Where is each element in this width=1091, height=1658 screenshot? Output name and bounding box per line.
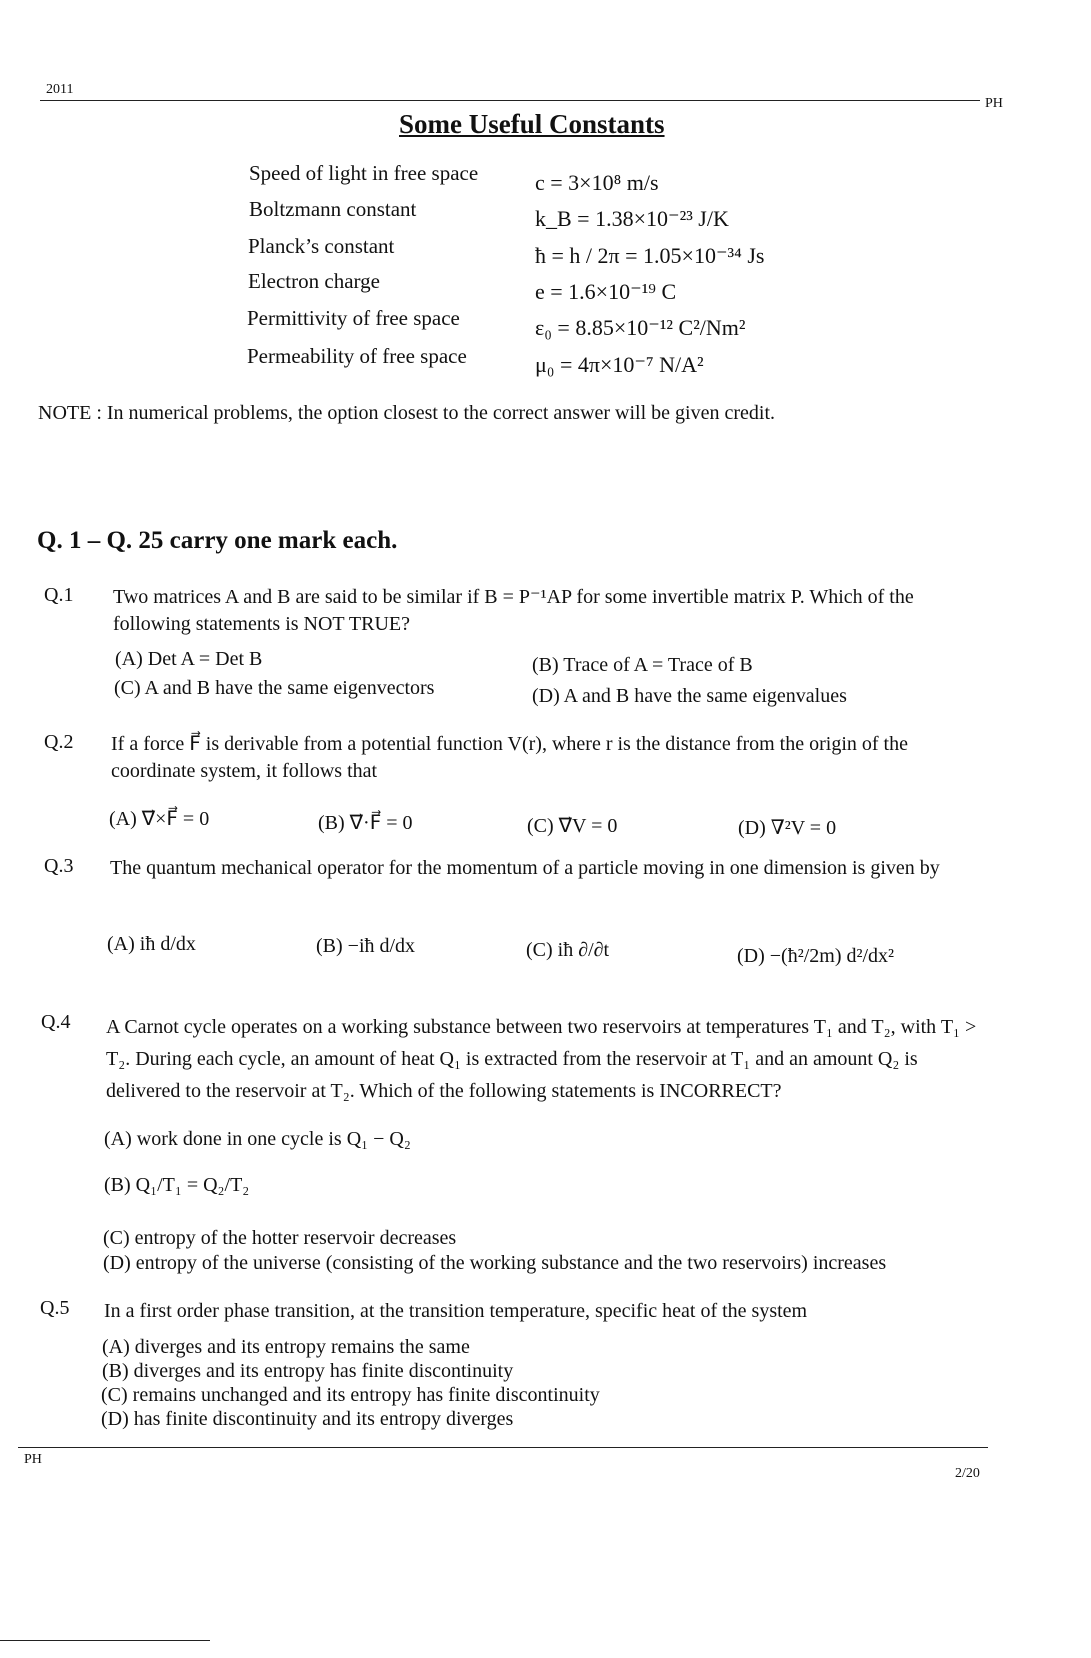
constant-name-electron-charge: Electron charge: [248, 269, 380, 293]
header-rule: [40, 100, 980, 101]
footer-page-number: 2/20: [955, 1466, 980, 1481]
constant-value-electron-charge: e = 1.6×10⁻¹⁹ C: [535, 279, 677, 304]
question-5-text: In a first order phase transition, at the transition temperature, specific heat of the system: [104, 1300, 808, 1322]
question-5-option-a: (A) diverges and its entropy remains the same: [102, 1336, 470, 1358]
constant-value-planck: ħ = h / 2π = 1.05×10⁻³⁴ Js: [535, 243, 765, 268]
header-code: PH: [985, 96, 1003, 111]
question-4-option-d: (D) entropy of the universe (consisting of the working substance and the two reservoirs) increases: [103, 1252, 887, 1274]
scan-edge-line: [0, 1640, 210, 1641]
question-2-option-c: (C) ∇⃗V = 0: [527, 815, 618, 837]
question-3-text: The quantum mechanical operator for the momentum of a particle moving in one dimension is given by: [110, 857, 940, 879]
footer-rule: [18, 1447, 988, 1448]
question-3-option-d: (D) −(ħ²/2m) d²/dx²: [737, 945, 895, 967]
question-1-option-a: (A) Det A = Det B: [115, 648, 263, 670]
constant-name-planck: Planck’s constant: [248, 234, 395, 258]
question-5-option-c: (C) remains unchanged and its entropy has finite discontinuity: [101, 1384, 600, 1406]
question-5-option-d: (D) has finite discontinuity and its entropy diverges: [101, 1408, 514, 1430]
question-1-option-c: (C) A and B have the same eigenvectors: [114, 677, 435, 699]
question-4-text: A Carnot cycle operates on a working substance between two reservoirs at temperatures T₁ and T₂, with T₁ > T₂. During each cycle, an amount of heat Q₁ is extracted from the reservoir at T₁ and an amount Q₂ is delivered to the reservoir at T₂. Which of the following statements is INCORRECT?: [106, 1016, 977, 1102]
question-2-text: If a force F⃗ is derivable from a potential function V(r), where r is the distance from the origin of the coordinate system, it follows that: [111, 733, 908, 782]
constant-value-permeability: μ₀ = 4π×10⁻⁷ N/A²: [535, 352, 704, 377]
question-4-option-a: (A) work done in one cycle is Q₁ − Q₂: [104, 1128, 411, 1150]
question-3-number: Q.3: [44, 855, 74, 877]
question-2-option-d: (D) ∇²V = 0: [738, 817, 837, 839]
constant-value-permittivity: ε₀ = 8.85×10⁻¹² C²/Nm²: [535, 315, 746, 340]
constant-value-speed-of-light: c = 3×10⁸ m/s: [535, 170, 659, 195]
constant-name-permeability: Permeability of free space: [247, 344, 467, 368]
question-3-option-c: (C) iħ ∂/∂t: [526, 939, 610, 961]
question-2-number: Q.2: [44, 731, 74, 753]
numerical-note: NOTE : In numerical problems, the option closest to the correct answer will be given credit.: [38, 402, 776, 424]
question-1-option-d: (D) A and B have the same eigenvalues: [532, 685, 847, 707]
question-5-option-b: (B) diverges and its entropy has finite discontinuity: [102, 1360, 514, 1382]
question-5-number: Q.5: [40, 1297, 70, 1319]
header-year: 2011: [46, 82, 74, 97]
question-2-option-b: (B) ∇⃗·F⃗ = 0: [318, 812, 413, 834]
question-4-option-c: (C) entropy of the hotter reservoir decreases: [103, 1227, 457, 1249]
section-heading: Q. 1 – Q. 25 carry one mark each.: [37, 527, 398, 554]
question-1-text: Two matrices A and B are said to be similar if B = P⁻¹AP for some invertible matrix P. Which of the following statements is NOT TRUE?: [113, 586, 914, 635]
question-4-option-b: (B) Q₁/T₁ = Q₂/T₂: [104, 1174, 250, 1196]
constant-name-permittivity: Permittivity of free space: [247, 306, 460, 330]
question-1-option-b: (B) Trace of A = Trace of B: [532, 654, 753, 676]
constant-name-boltzmann: Boltzmann constant: [249, 197, 417, 221]
question-3-option-a: (A) iħ d/dx: [107, 933, 196, 955]
question-2-option-a: (A) ∇⃗×F⃗ = 0: [109, 808, 210, 830]
constants-title: Some Useful Constants: [399, 109, 665, 139]
footer-code: PH: [24, 1452, 42, 1467]
question-3-option-b: (B) −iħ d/dx: [316, 935, 416, 957]
question-1-number: Q.1: [44, 584, 74, 606]
constant-name-speed-of-light: Speed of light in free space: [249, 161, 479, 185]
question-4-number: Q.4: [41, 1011, 71, 1033]
constant-value-boltzmann: k_B = 1.38×10⁻²³ J/K: [535, 206, 729, 231]
